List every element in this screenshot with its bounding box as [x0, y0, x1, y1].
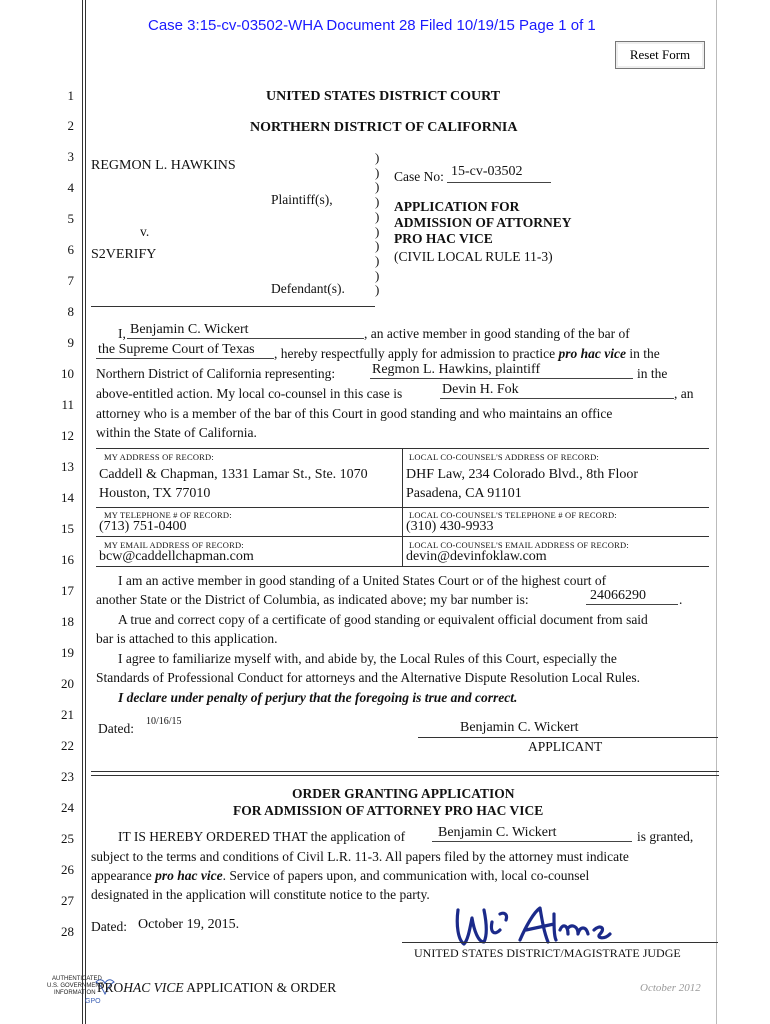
application-line-1: , an active member in good standing of the bar of	[364, 326, 630, 341]
cocounsel-phone-label: LOCAL CO-COUNSEL'S TELEPHONE # OF RECORD:	[409, 510, 617, 520]
statement-1-line-2: another State or the District of Columbia, as indicated above; my bar number is:	[96, 592, 529, 607]
statement-2-line-1: A true and correct copy of a certificate of good standing or equivalent official document from said	[118, 612, 648, 627]
cocounsel-address-line-2[interactable]: Pasadena, CA 91101	[406, 486, 522, 501]
case-no-underline	[447, 182, 551, 183]
application-line-3-end: in the	[637, 366, 668, 381]
my-address-line-2[interactable]: Houston, TX 77010	[99, 486, 211, 501]
line-number: 27	[61, 893, 74, 908]
line-number: 28	[61, 924, 74, 939]
order-line-1-end: is granted,	[637, 829, 694, 844]
line-number: 4	[67, 180, 74, 195]
attorney-name-field[interactable]: Benjamin C. Wickert	[130, 322, 249, 337]
applicant-signature-field[interactable]: Benjamin C. Wickert	[460, 720, 579, 735]
line-number: 12	[61, 428, 74, 443]
line-number: 26	[61, 862, 74, 877]
application-line-2-text: , hereby respectfully apply for admission to practice	[274, 346, 556, 361]
line-number: 23	[61, 769, 74, 784]
dated-label: Dated:	[98, 721, 134, 736]
line-number: 13	[61, 459, 74, 474]
court-district: NORTHERN DISTRICT OF CALIFORNIA	[250, 120, 518, 135]
footer-right: October 2012	[640, 982, 701, 994]
cocounsel-address-line-1[interactable]: DHF Law, 234 Colorado Blvd., 8th Floor	[406, 467, 639, 482]
order-separator-1	[91, 771, 719, 772]
line-number: 20	[61, 676, 74, 691]
line-number: 15	[61, 521, 74, 536]
contact-table-bottom	[96, 566, 709, 567]
application-line-2	[274, 346, 660, 362]
doc-title-line-3: PRO HAC VICE	[394, 231, 493, 246]
order-line-3	[91, 868, 589, 884]
order-name-underline	[432, 841, 632, 842]
line-number: 2	[67, 118, 74, 133]
application-line-4: above-entitled action. My local co-counsel in this case is	[96, 386, 403, 401]
line-number: 25	[61, 831, 74, 846]
line-number: 19	[61, 645, 74, 660]
order-separator-2	[91, 775, 719, 776]
line-number: 1	[67, 88, 74, 103]
judge-signature-line	[402, 942, 718, 943]
plaintiff-label: Plaintiff(s),	[271, 192, 333, 207]
application-line-5: attorney who is a member of the bar of this Court in good standing and who maintains an office	[96, 406, 613, 421]
order-line-3-rest: . Service of papers upon, and communication with, local co-counsel	[222, 868, 590, 883]
line-number: 18	[61, 614, 74, 629]
cocounsel-phone-field[interactable]: (310) 430-9933	[406, 519, 494, 534]
defendant-label: Defendant(s).	[271, 281, 345, 296]
reset-form-button[interactable]: Reset Form	[615, 41, 705, 69]
cocounsel-address-label: LOCAL CO-COUNSEL'S ADDRESS OF RECORD:	[409, 452, 599, 462]
order-line-4: designated in the application will constitute notice to the party.	[91, 887, 430, 902]
statement-3-line-1: I agree to familiarize myself with, and abide by, the Local Rules of this Court, especially the	[118, 651, 617, 666]
line-number: 7	[67, 273, 74, 288]
line-number: 24	[61, 800, 74, 815]
i-label: I,	[118, 326, 126, 341]
footer-left-rest: APPLICATION & ORDER	[186, 980, 337, 995]
line-number: 14	[61, 490, 74, 505]
bar-number-underline	[586, 604, 678, 605]
bar-underline	[96, 358, 274, 359]
order-title-1: ORDER GRANTING APPLICATION	[292, 786, 515, 801]
caption-parens: ) ) ) ) ) ) ) ) ) )	[375, 150, 380, 298]
statement-1-end: .	[679, 592, 683, 607]
application-line-4-end: , an	[674, 386, 694, 401]
representing-underline	[370, 378, 633, 379]
caption-underline	[91, 306, 375, 307]
application-line-2-end: in the	[629, 346, 660, 361]
gpo-text-1: AUTHENTICATED	[52, 976, 102, 982]
my-email-label: MY EMAIL ADDRESS OF RECORD:	[104, 540, 244, 550]
line-number: 11	[61, 397, 74, 412]
cocounsel-field[interactable]: Devin H. Fok	[442, 382, 519, 397]
contact-row-rule-1	[96, 507, 709, 508]
line-number: 10	[61, 366, 74, 381]
applicant-label: APPLICANT	[528, 739, 603, 754]
footer-left-prefix: PRO	[97, 980, 124, 995]
order-line-1: IT IS HEREBY ORDERED THAT the application of	[118, 829, 406, 844]
doc-subtitle: (CIVIL LOCAL RULE 11-3)	[394, 249, 553, 264]
plaintiff-name: REGMON L. HAWKINS	[91, 158, 236, 173]
applicant-signature-line	[418, 737, 718, 738]
versus-label: v.	[140, 224, 150, 239]
my-address-line-1[interactable]: Caddell & Chapman, 1331 Lamar St., Ste. 1070	[99, 467, 368, 482]
my-phone-field[interactable]: (713) 751-0400	[99, 519, 187, 534]
statement-3-line-2: Standards of Professional Conduct for attorneys and the Alternative Dispute Resolution Local Rules.	[96, 670, 641, 685]
judge-label: UNITED STATES DISTRICT/MAGISTRATE JUDGE	[414, 946, 681, 960]
line-number: 21	[61, 707, 74, 722]
doc-title-line-2: ADMISSION OF ATTORNEY	[394, 215, 572, 230]
line-number: 17	[61, 583, 74, 598]
bar-number-field[interactable]: 24066290	[590, 588, 646, 603]
line-number: 5	[67, 211, 74, 226]
contact-row-rule-2	[96, 536, 709, 537]
my-email-field[interactable]: bcw@caddellchapman.com	[99, 549, 254, 564]
line-number: 3	[67, 149, 74, 164]
order-title-2: FOR ADMISSION OF ATTORNEY PRO HAC VICE	[233, 803, 544, 818]
line-number: 8	[67, 304, 74, 319]
order-pro-hac-vice: pro hac vice	[155, 868, 223, 883]
case-no-field[interactable]: 15-cv-03502	[451, 164, 523, 179]
representing-field[interactable]: Regmon L. Hawkins, plaintiff	[372, 362, 541, 377]
line-number: 9	[67, 335, 74, 350]
cocounsel-email-label: LOCAL CO-COUNSEL'S EMAIL ADDRESS OF RECORD:	[409, 540, 629, 550]
pro-hac-vice-text: pro hac vice	[558, 346, 627, 361]
my-phone-label: MY TELEPHONE # OF RECORD:	[104, 510, 232, 520]
left-margin-rule-2	[85, 0, 86, 1024]
line-number: 22	[61, 738, 74, 753]
my-address-label: MY ADDRESS OF RECORD:	[104, 452, 214, 462]
bar-field[interactable]: the Supreme Court of Texas	[98, 342, 255, 357]
gpo-text-4: GPO	[85, 998, 101, 1005]
perjury-declaration: I declare under penalty of perjury that the foregoing is true and correct.	[118, 690, 518, 705]
cocounsel-underline	[440, 398, 674, 399]
court-title: UNITED STATES DISTRICT COURT	[266, 89, 501, 104]
gpo-text-3: INFORMATION	[54, 990, 96, 996]
case-header: Case 3:15-cv-03502-WHA Document 28 Filed 10/19/15 Page 1 of 1	[148, 17, 596, 34]
line-number: 16	[61, 552, 74, 567]
order-name-field[interactable]: Benjamin C. Wickert	[438, 825, 557, 840]
gpo-text-2: U.S. GOVERNMENT	[47, 983, 104, 989]
doc-title-line-1: APPLICATION FOR	[394, 199, 520, 214]
right-margin-rule	[716, 0, 717, 1024]
line-number: 6	[67, 242, 74, 257]
order-line-3-start: appearance	[91, 868, 152, 883]
statement-1-line-1: I am an active member in good standing of a United States Court or of the highest court of	[118, 573, 607, 588]
statement-2-line-2: bar is attached to this application.	[96, 631, 278, 646]
order-line-2: subject to the terms and conditions of Civil L.R. 11-3. All papers filed by the attorney must indicate	[91, 849, 629, 864]
footer-left	[97, 980, 336, 996]
attorney-name-underline	[127, 338, 364, 339]
order-dated-field[interactable]: October 19, 2015.	[138, 917, 240, 932]
dated-field[interactable]: 10/16/15	[146, 716, 182, 727]
defendant-name: S2VERIFY	[91, 247, 157, 262]
application-line-3: Northern District of California representing:	[96, 366, 336, 381]
case-no-label: Case No:	[394, 169, 444, 184]
left-margin-rule-1	[82, 0, 83, 1024]
order-dated-label: Dated:	[91, 919, 127, 934]
footer-left-italic: HAC VICE	[123, 980, 184, 995]
application-line-6: within the State of California.	[96, 425, 257, 440]
cocounsel-email-field[interactable]: devin@devinfoklaw.com	[406, 549, 547, 564]
